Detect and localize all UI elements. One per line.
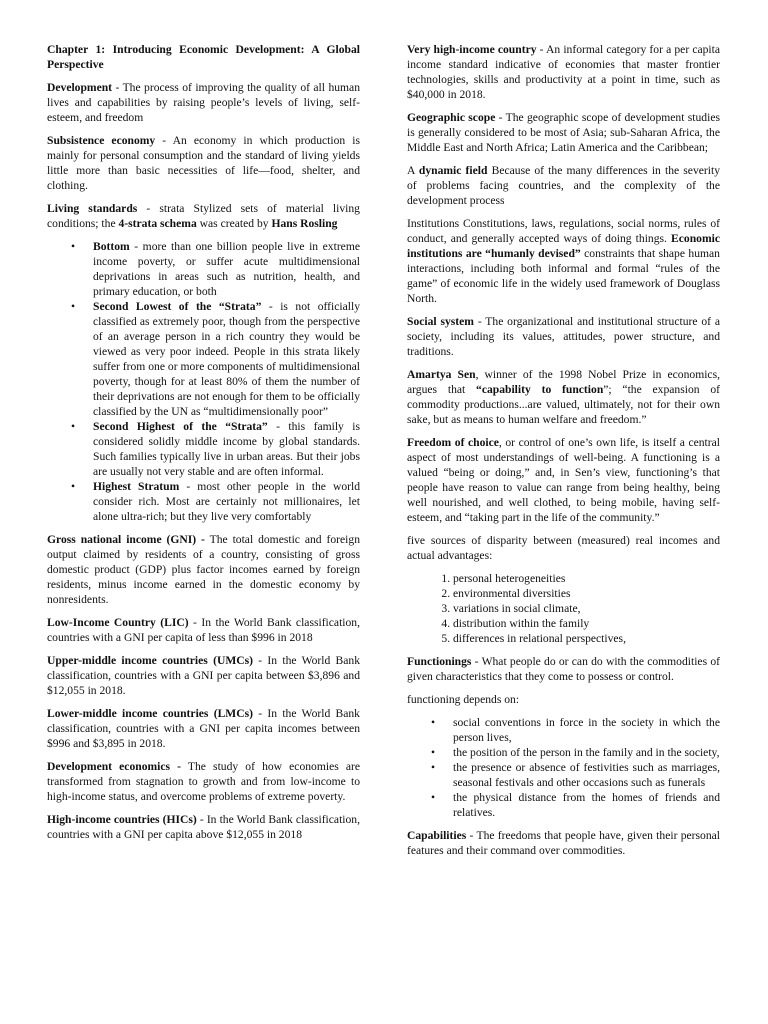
def-development-economics bbox=[47, 759, 360, 804]
definition: - In the World Bank classification, countries with a GNI per capita between $3,896 and $12,055 in 2018. bbox=[47, 654, 360, 697]
def-hic bbox=[47, 812, 360, 842]
definition: - An informal category for a per capita income standard indicative of economies that master frontier technologies, skills and productivity at a point in time, such as $40,000 in 2018. bbox=[407, 43, 720, 101]
definition: - this family is considered solidly middle income by global standards. Such families typically live in urban areas. But their jobs are usually not very stable and are often informal. bbox=[93, 420, 360, 478]
strata-list bbox=[47, 239, 360, 524]
term: Subsistence economy bbox=[47, 134, 156, 147]
definition: - strata Stylized sets of material living conditions; the bbox=[47, 202, 360, 230]
definition: - The organizational and institutional structure of a society, including its values, attitudes, power structure, and traditions. bbox=[407, 315, 721, 358]
definition: The study of how economies are transformed from stagnation to growth and from low-income to high-income status, and overcome problems of extreme poverty. bbox=[47, 760, 361, 803]
definition: Because of the many differences in the severity of problems facing countries, and the complexity of the development process bbox=[407, 164, 720, 207]
definition: was created by bbox=[196, 217, 272, 230]
term: Highest Stratum bbox=[93, 480, 180, 493]
def-lmc bbox=[47, 706, 360, 751]
right-column bbox=[407, 42, 720, 866]
term: Lower-middle income countries (LMCs) bbox=[47, 707, 253, 720]
def-development bbox=[47, 80, 360, 125]
term: Living standards bbox=[47, 202, 138, 215]
def-gni bbox=[47, 532, 360, 607]
definition: constraints that shape human interactions, including both informal and formal “rules of the game” of economic life in the widely used framework of Douglass North. bbox=[407, 247, 720, 305]
def-living-standards bbox=[47, 201, 360, 231]
list-item: 3. variations in social climate, bbox=[453, 601, 720, 616]
list-item: 1. personal heterogeneities bbox=[453, 571, 720, 586]
term: Very high-income country bbox=[407, 43, 537, 56]
list-item: • social conventions in force in the society in which the person lives, bbox=[453, 715, 720, 745]
list-item: • the physical distance from the homes of friends and relatives. bbox=[453, 790, 720, 820]
def-institutions bbox=[407, 216, 720, 306]
chapter-title: Chapter 1: Introducing Economic Development: A Global Perspective bbox=[47, 43, 360, 71]
list-item bbox=[93, 419, 360, 479]
definition: - is not officially classified as extremely poor, though from the perspective of an average person in a rich country they would be viewed as very poor indeed. People in this strata likely suffer from one or more components of multidimensional poverty, though for at least 80% of them the number of their deprivations are not enough for them to be officially classified by the UN as “multidimensionally poor” bbox=[93, 300, 360, 418]
emphasis: “capability to function bbox=[476, 383, 604, 396]
term: Amartya Sen bbox=[407, 368, 476, 381]
emphasis: Hans Rosling bbox=[271, 217, 338, 230]
list-item bbox=[93, 239, 360, 299]
definition: - The freedoms that people have, given their personal features and their command over commodities. bbox=[407, 829, 720, 857]
term: Capabilities bbox=[407, 829, 467, 842]
def-amartya-sen bbox=[407, 367, 720, 427]
definition: - The geographic scope of development studies is generally considered to be most of Asia; sub-Saharan Africa, the Middle East and North Africa; Latin America and the Caribbean; bbox=[407, 111, 720, 154]
def-functionings bbox=[407, 654, 720, 684]
definition: - What people do or can do with the commodities of given characteristics that they come to possess or control. bbox=[407, 655, 720, 683]
def-dynamic-field bbox=[407, 163, 720, 208]
definition: - In the World Bank classification, countries with a GNI per capita above $12,055 in 2018 bbox=[47, 813, 361, 841]
prefix: A bbox=[407, 164, 419, 177]
def-capabilities bbox=[407, 828, 720, 858]
term: Low-Income Country (LIC) bbox=[47, 616, 189, 629]
definition: - In the World Bank classification, countries with a GNI per capita incomes between $996 and $3,895 in 2018. bbox=[47, 707, 360, 750]
depends-intro: functioning depends on: bbox=[407, 693, 520, 706]
term: Geographic scope bbox=[407, 111, 496, 124]
list-item bbox=[93, 299, 360, 419]
definition: , winner of the 1998 Nobel Prize in economics, argues that bbox=[407, 368, 720, 396]
definition: - The process of improving the quality of all human lives and capabilities by raising people’s levels of living, self-esteem, and freedom bbox=[47, 81, 360, 124]
term: dynamic field bbox=[418, 164, 488, 177]
sources-list bbox=[407, 571, 720, 646]
def-subsistence-economy bbox=[47, 133, 360, 193]
definition: - more than one billion people live in extreme income poverty, or suffer acute multidimensional deprivations in areas such as nutrition, health, and primary education, or both bbox=[93, 240, 360, 298]
list-item: • the position of the person in the family and in the society, bbox=[453, 745, 720, 760]
list-item: 2. environmental diversities bbox=[453, 586, 720, 601]
left-column bbox=[47, 42, 360, 850]
definition: Institutions Constitutions, laws, regulations, social norms, rules of conduct, and generally accepted ways of doing things. bbox=[407, 217, 720, 245]
term: Social system bbox=[407, 315, 474, 328]
def-very-high-income bbox=[407, 42, 720, 102]
sources-intro: five sources of disparity between (measured) real incomes and actual advantages: bbox=[407, 534, 720, 562]
term: Gross national income (GNI) - bbox=[47, 533, 205, 546]
term: Development economics - bbox=[47, 760, 182, 773]
definition: ”; “the expansion of commodity productions...are valued, ultimately, not for their own sake, but as means to human welfare and freedom.” bbox=[407, 383, 720, 426]
term: Upper-middle income countries (UMCs) bbox=[47, 654, 254, 667]
list-item: • the presence or absence of festivities such as marriages, seasonal festivals and other occasions such as funerals bbox=[453, 760, 720, 790]
def-lic bbox=[47, 615, 360, 645]
emphasis: 4-strata schema bbox=[118, 217, 197, 230]
term: Functionings bbox=[407, 655, 472, 668]
term: Second Highest of the “Strata” bbox=[93, 420, 268, 433]
definition: The total domestic and foreign output claimed by residents of a country, consisting of gross domestic product (GDP) plus factor incomes earned by foreign residents, minus income earned in the domestic economy by nonresidents. bbox=[47, 533, 360, 606]
list-item bbox=[93, 479, 360, 524]
definition: - In the World Bank classification, countries with a GNI per capita of less than $996 in 2018 bbox=[47, 616, 361, 644]
term: Bottom bbox=[93, 240, 130, 253]
term: Second Lowest of the “Strata” bbox=[93, 300, 262, 313]
definition: - An economy in which production is mainly for personal consumption and the standard of living yields little more than basic necessities of life—food, shelter, and clothing. bbox=[47, 134, 360, 192]
definition: , or control of one’s own life, is itself a central aspect of most understandings of well-being. A functioning is a valued “being or doing,” and, in Sen’s view, functioning’s that people have reason to value can range from being healthy, being well nourished, and well clothed, to being mobile, having self-esteem, and “taking part in the life of the community.” bbox=[407, 436, 720, 524]
term: High-income countries (HICs) bbox=[47, 813, 197, 826]
def-freedom-of-choice bbox=[407, 435, 720, 525]
def-geographic-scope bbox=[407, 110, 720, 155]
emphasis: Economic institutions are “humanly devised” bbox=[407, 232, 720, 260]
list-item: 5. differences in relational perspectives, bbox=[453, 631, 720, 646]
def-umc bbox=[47, 653, 360, 698]
definition: - most other people in the world consider rich. Most are certainly not millionaires, let alone ultra-rich; but they live very comfortably bbox=[93, 480, 361, 523]
term: Freedom of choice bbox=[407, 436, 499, 449]
term: Development bbox=[47, 81, 113, 94]
def-social-system bbox=[407, 314, 720, 359]
depends-list bbox=[407, 715, 720, 820]
list-item: 4. distribution within the family bbox=[453, 616, 720, 631]
